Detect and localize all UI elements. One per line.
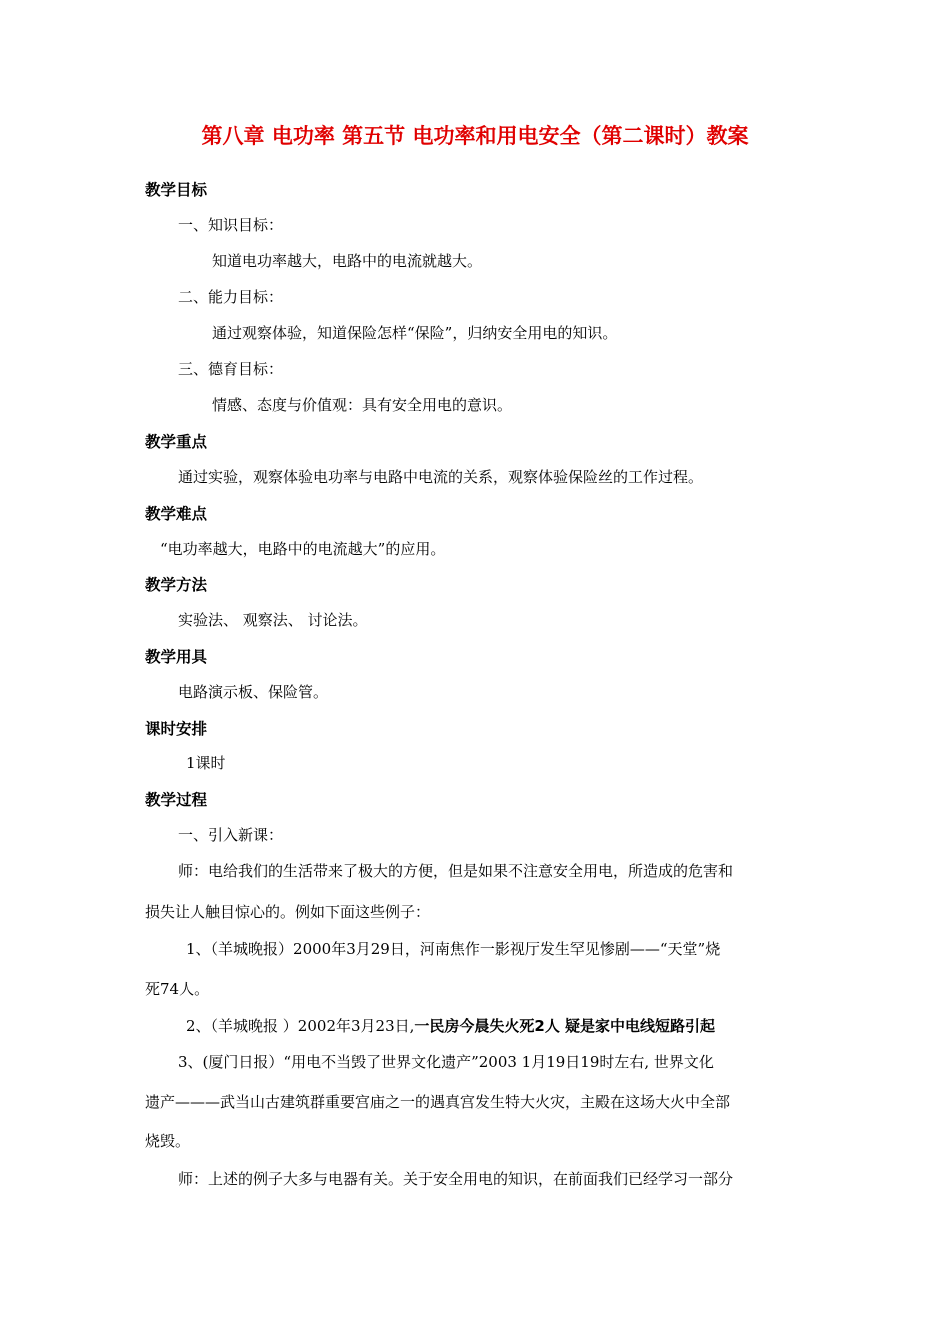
methods-text: 实验法、 观察法、 讨论法。 [178,611,368,629]
ability-label: 二、能力目标： [178,288,284,306]
heading-key-points: 教学重点 [145,433,208,451]
example-1-line-1: 1、（羊城晚报）2000年3月29日，河南焦作一影视厅发生罕见惨剧——“天堂”烧 [186,940,721,958]
schedule-text: 1课时 [186,754,226,772]
page-title: 第八章 电功率 第五节 电功率和用电安全（第二课时）教案 [201,124,749,148]
knowledge-text: 知道电功率越大，电路中的电流就越大。 [212,252,483,270]
heading-tools: 教学用具 [145,648,208,666]
paragraph-1-line-1: 师：电给我们的生活带来了极大的方便，但是如果不注意安全用电，所造成的危害和 [178,862,734,880]
ability-text: 通过观察体验，知道保险怎样“保险”，归纳安全用电的知识。 [212,324,618,342]
heading-objectives: 教学目标 [145,181,208,199]
key-points-text: 通过实验，观察体验电功率与电路中电流的关系，观察体验保险丝的工作过程。 [178,468,704,486]
example-2-headline: 一民房今晨失火死2人 疑是家中电线短路引起 [414,1017,716,1035]
example-3-line-1: 3、(厦门日报）“用电不当毁了世界文化遗产”2003 1月19日19时左右, 世界文化 [178,1053,714,1071]
difficulties-text: “电功率越大，电路中的电流越大”的应用。 [160,540,446,558]
example-1-line-2: 死74人。 [145,980,210,998]
heading-difficulties: 教学难点 [145,505,208,523]
tools-text: 电路演示板、保险管。 [178,683,329,701]
heading-schedule: 课时安排 [145,720,208,738]
paragraph-2-line-1: 师：上述的例子大多与电器有关。关于安全用电的知识，在前面我们已经学习一部分 [178,1170,734,1188]
example-3-line-3: 烧毁。 [145,1132,191,1150]
example-2-prefix: 2、（羊城晚报 ）2002年3月23日, [186,1017,415,1035]
moral-text: 情感、态度与价值观：具有安全用电的意识。 [212,396,513,414]
example-2 [186,1015,715,1036]
paragraph-1-line-2: 损失让人触目惊心的。例如下面这些例子： [145,903,431,921]
intro-label: 一、引入新课： [178,826,284,844]
knowledge-label: 一、知识目标： [178,216,284,234]
heading-process: 教学过程 [145,791,208,809]
example-3-line-2: 遗产———武当山古建筑群重要宫庙之一的遇真宫发生特大火灾，主殿在这场大火中全部 [145,1093,731,1111]
moral-label: 三、德育目标： [178,360,284,378]
heading-methods: 教学方法 [145,576,208,594]
